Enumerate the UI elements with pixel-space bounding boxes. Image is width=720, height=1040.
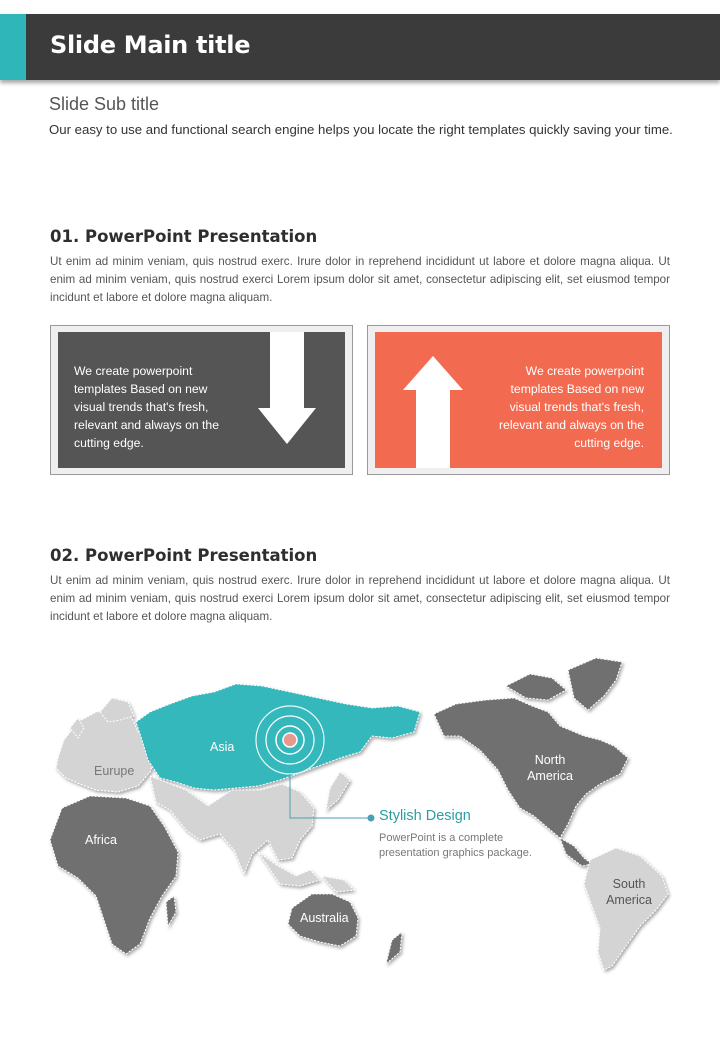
map-label-africa: Africa xyxy=(85,833,117,847)
map-label-asia: Asia xyxy=(210,740,235,754)
arctic-islands-shape xyxy=(506,674,566,700)
card-coral-line: templates Based on new xyxy=(510,382,644,396)
card-dark-line: templates Based on new xyxy=(74,382,208,396)
world-map xyxy=(0,640,720,990)
new-zealand-shape xyxy=(386,932,402,964)
japan-shape xyxy=(326,772,350,810)
card-coral-line: cutting edge. xyxy=(574,436,644,450)
africa-shape xyxy=(50,796,178,954)
map-label-line: North xyxy=(534,753,566,767)
info-card-coral xyxy=(367,325,670,475)
intro-text: Our easy to use and functional search engine helps you locate the right templates quickly saving your time. xyxy=(49,122,673,137)
callout-line: presentation graphics package. xyxy=(379,847,532,859)
card-dark-line: We create powerpoint xyxy=(74,364,193,378)
callout-body xyxy=(379,831,532,861)
south-america-shape xyxy=(584,848,668,970)
card-dark-line: visual trends that's fresh, xyxy=(74,400,209,414)
map-label-line: South xyxy=(612,877,646,891)
down-arrow-icon xyxy=(256,332,320,448)
title-accent-bar xyxy=(0,14,26,80)
asia-highlight-shape xyxy=(136,684,420,790)
map-label-south-america xyxy=(603,876,655,908)
slide-main-title: Slide Main title xyxy=(50,31,251,59)
map-label-line: America xyxy=(527,769,573,783)
card-dark-text xyxy=(74,362,239,452)
card-coral-panel xyxy=(375,332,662,468)
card-coral-line: relevant and always on the xyxy=(499,418,644,432)
location-target-icon xyxy=(256,706,324,774)
section-1-body: Ut enim ad minim veniam, quis nostrud exerc. Irure dolor in reprehend incididunt ut labore et dolore magna aliqua. Ut enim ad minim veniam, quis nostrud exerci Lorem ipsum dolor sit amet, consectetur adipiscing elit, set eiusmod tempor incidunt et labore et dolore magna aliquam. xyxy=(50,255,670,304)
callout-title: Stylish Design xyxy=(379,808,471,824)
card-coral-text xyxy=(479,362,644,452)
card-dark-line: cutting edge. xyxy=(74,436,144,450)
madagascar-shape xyxy=(166,896,176,926)
map-label-line: America xyxy=(606,893,652,907)
new-guinea-shape xyxy=(322,876,354,892)
map-label-australia: Australia xyxy=(300,911,349,925)
central-america-shape xyxy=(560,838,592,866)
map-label-europe: Eurupe xyxy=(94,764,135,778)
map-label-north-america xyxy=(526,752,574,784)
callout-dot xyxy=(368,815,375,822)
section-2-body: Ut enim ad minim veniam, quis nostrud exerc. Irure dolor in reprehend incididunt ut labore et dolore magna aliqua. Ut enim ad minim veniam, quis nostrud exerci Lorem ipsum dolor sit amet, consectetur adipiscing elit, set eiusmod tempor incidunt et labore et dolore magna aliquam. xyxy=(50,574,670,623)
card-dark-line: relevant and always on the xyxy=(74,418,219,432)
section-2-title: 02. PowerPoint Presentation xyxy=(50,546,318,565)
section-1-title: 01. PowerPoint Presentation xyxy=(50,227,318,246)
greenland-shape xyxy=(568,658,622,710)
info-card-dark xyxy=(50,325,353,475)
card-dark-panel xyxy=(58,332,345,468)
slide-subtitle: Slide Sub title xyxy=(49,94,160,114)
card-coral-line: visual trends that's fresh, xyxy=(509,400,644,414)
title-bar xyxy=(0,14,720,80)
up-arrow-icon xyxy=(402,356,466,468)
callout-line: PowerPoint is a complete xyxy=(379,832,504,844)
card-coral-line: We create powerpoint xyxy=(525,364,644,378)
